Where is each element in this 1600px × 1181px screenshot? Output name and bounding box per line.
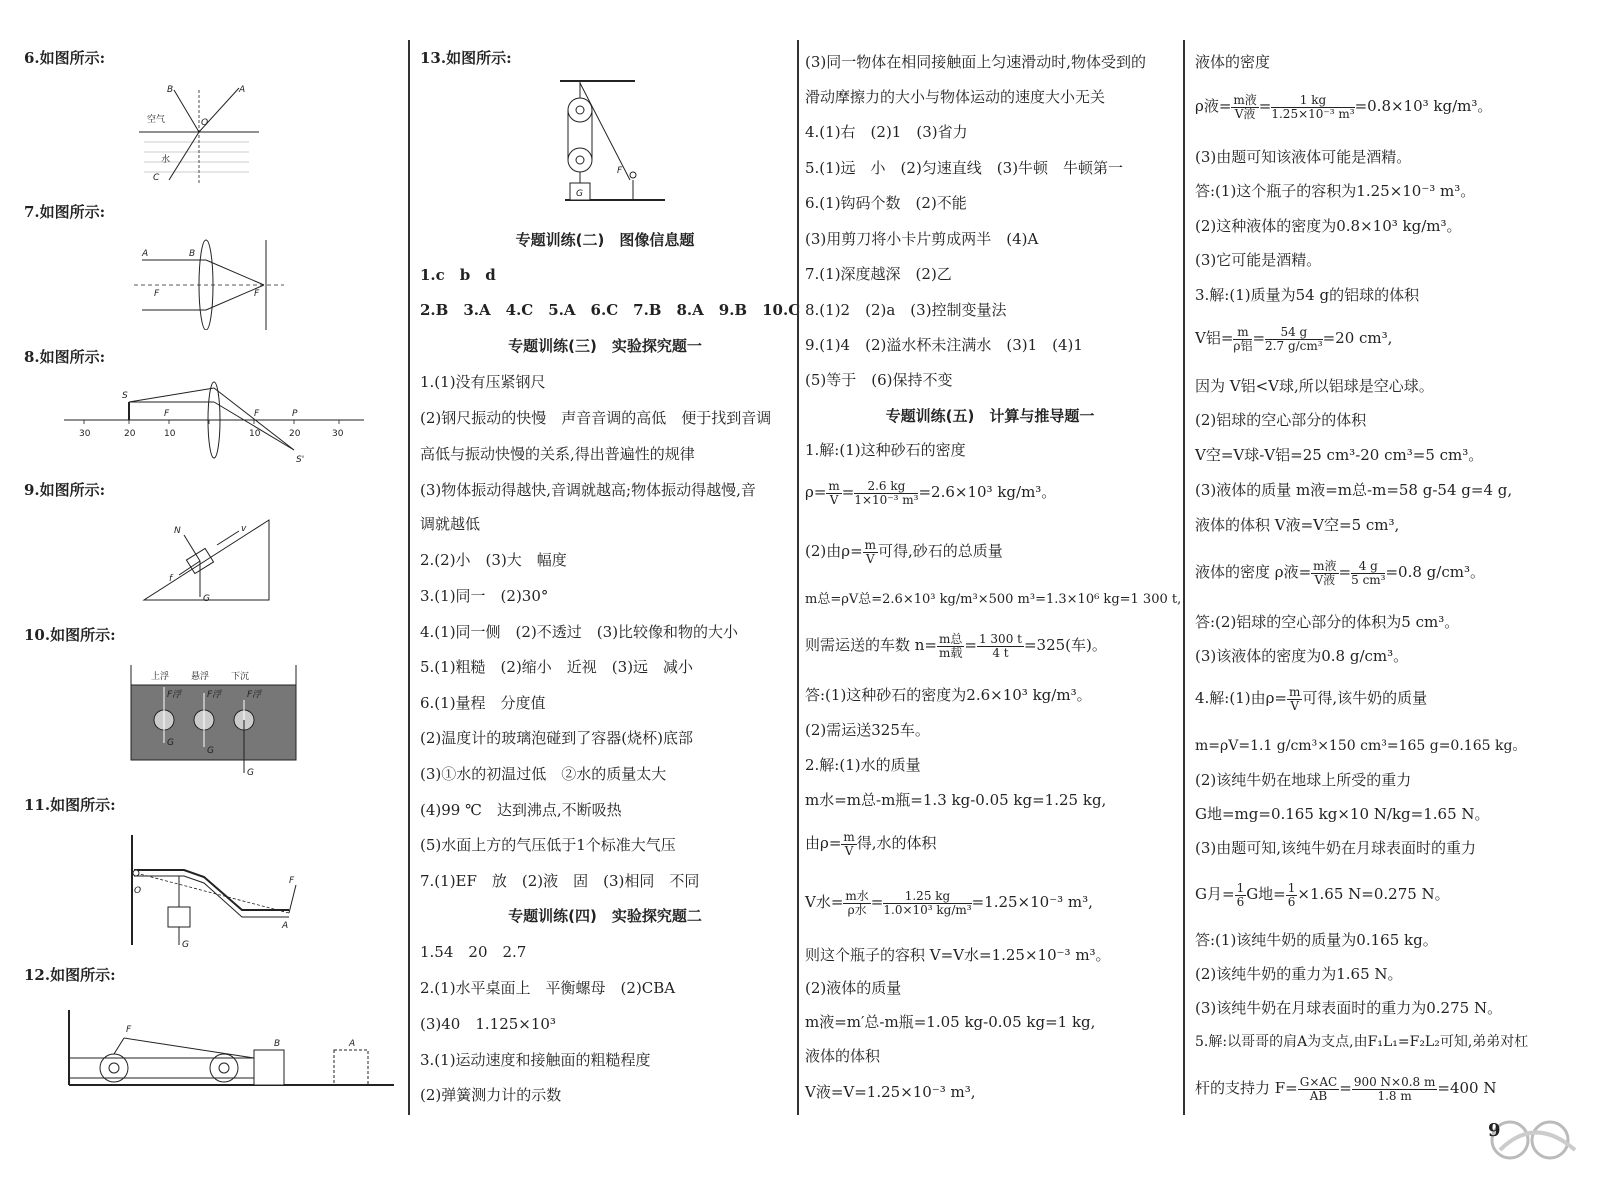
answer-line: (3)40 1.125×10³ [420, 1015, 556, 1033]
answer-line: (3)该纯牛奶在月球表面时的重力为0.275 N。 [1195, 999, 1503, 1017]
solution-line: (3)由题可知,该纯牛奶在月球表面时的重力 [1195, 839, 1477, 857]
fig10-label-float: 上浮 [151, 672, 170, 682]
answer-line: (2)该纯牛奶的重力为1.65 N。 [1195, 965, 1403, 983]
answer-line: 答:(1)这个瓶子的容积为1.25×10⁻³ m³。 [1195, 182, 1476, 200]
figure-lever [124, 835, 304, 955]
fig8-F2: F [254, 409, 260, 419]
q12-label: 12.如图所示: [24, 966, 116, 984]
solution-line: 1.解:(1)这种砂石的密度 [805, 441, 966, 459]
answer-line: 2.(1)水平桌面上 平衡螺母 (2)CBA [420, 979, 676, 997]
equation-liquid-mass: (3)液体的质量 m液=m总-m=58 g-54 g=4 g, [1195, 481, 1513, 499]
answer-line: 答:(1)这种砂石的密度为2.6×10³ kg/m³。 [805, 686, 1092, 704]
equation-support-force: 杆的支持力 F= $\frac{G\times AC}{AB}$ = $\frac{900 N\times 0.8 m}{1.8 m}$ =400 N [1195, 1074, 1497, 1103]
answer-line: 1.54 20 2.7 [420, 943, 527, 961]
answer-line: 6.(1)量程 分度值 [420, 694, 546, 712]
equation-earth-gravity: G地=mg=0.165 kg×10 N/kg=1.65 N。 [1195, 805, 1490, 823]
answer-line: 滑动摩擦力的大小与物体运动的速度大小无关 [805, 88, 1106, 106]
solution-line: (2)该纯牛奶在地球上所受的重力 [1195, 771, 1412, 789]
figure-pulley [555, 75, 675, 205]
fig10-G1: G [167, 738, 174, 748]
column-divider [1183, 40, 1185, 1115]
q6-label: 6.如图所示: [24, 49, 106, 67]
fig11-G: G [182, 940, 189, 950]
section-heading-5: 专题训练(五) 计算与推导题一 [885, 407, 1095, 425]
figure-refraction [139, 80, 259, 190]
equation-aluminum-volume: V铝= $\frac{m}{\text{ρ铝}}$ = $\frac{54 g}{\text{2.7 g/cm³}}$ =20 cm³, [1195, 324, 1393, 353]
answer-line: 9.(1)4 (2)溢水杯未注满水 (3)1 (4)1 [805, 336, 1083, 354]
answer-line: 7.(1)深度越深 (2)乙 [805, 265, 952, 283]
answer-line: (2)温度计的玻璃泡碰到了容器(烧杯)底部 [420, 729, 693, 747]
equation-density: ρ= $\frac{m}{V}$ = $\frac{2.6 kg}{\text{1×10⁻³ m³}}$ =2.6×10³ kg/m³。 [805, 478, 1057, 507]
answer-line: 4.(1)同一侧 (2)不透过 (3)比较像和物的大小 [420, 623, 739, 641]
fig7-A: A [142, 249, 149, 259]
q13-label: 13.如图所示: [420, 49, 512, 67]
fig8-tick-30b: 30 [332, 429, 344, 439]
solution-line: (2)液体的质量 [805, 979, 902, 997]
column-3 [805, 40, 1182, 1150]
fig8-S2: S' [296, 455, 305, 465]
answer-line: 1.c b d [420, 266, 496, 284]
fig10-G3: G [247, 768, 254, 778]
fig10-label-suspend: 悬浮 [191, 672, 210, 682]
q9-label: 9.如图所示: [24, 481, 106, 499]
equation-water-mass: m水=m总-m瓶=1.3 kg-0.05 kg=1.25 kg, [805, 791, 1107, 809]
answer-line: (5)等于 (6)保持不变 [805, 371, 953, 389]
equation-water-volume: V水= $\frac{\text{m水}}{\text{ρ水}}$ = $\frac{1.25 kg}{\text{1.0×10³ kg/m³}}$ =1.25×10⁻³ m³, [805, 888, 1093, 917]
column-4 [1195, 40, 1580, 1150]
answer-line: (2)弹簧测力计的示数 [420, 1086, 562, 1104]
fig7-F2: F [254, 289, 260, 299]
solution-line: 因为 V铝<V球,所以铝球是空心球。 [1195, 377, 1434, 395]
answer-line: (2)需运送325车。 [805, 721, 930, 739]
fig9-f: f [169, 574, 173, 584]
fig7-B: B [189, 249, 196, 259]
answer-line: 3.解:(1)质量为54 g的铝球的体积 [1195, 286, 1420, 304]
fig6-air: 空气 [147, 115, 166, 125]
equation-total-mass: m总=ρV总=2.6×10³ kg/m³×500 m³=1.3×10⁶ kg=1 300 t, [805, 592, 1182, 607]
fig10-G2: G [207, 746, 214, 756]
fig6-C: C [153, 173, 160, 183]
solution-line: 5.解:以哥哥的肩A为支点,由F₁L₁=F₂L₂可知,弟弟对杠 [1195, 1034, 1529, 1050]
answer-line: 3.(1)运动速度和接触面的粗糙程度 [420, 1051, 651, 1069]
q11-label: 11.如图所示: [24, 796, 116, 814]
fig10-label-sink: 下沉 [231, 672, 250, 682]
answer-line: 5.(1)粗糙 (2)缩小 近视 (3)远 减小 [420, 658, 694, 676]
fig6-O: O [201, 118, 209, 128]
answer-line: 8.(1)2 (2)a (3)控制变量法 [805, 301, 1007, 319]
fig11-A: A [282, 921, 289, 931]
fig8-tick-30: 30 [79, 429, 91, 439]
figure-lens-convex [134, 230, 294, 330]
fig13-G: G [576, 189, 583, 199]
q10-label: 10.如图所示: [24, 626, 116, 644]
answer-line: (3)它可能是酒精。 [1195, 251, 1322, 269]
solution-line: 由ρ= $\frac{m}{V}$ 得,水的体积 [805, 829, 937, 858]
equation-liquid-mass: m液=m′总-m瓶=1.05 kg-0.05 kg=1 kg, [805, 1013, 1096, 1031]
fig6-A: A [239, 85, 246, 95]
answer-line: 1.(1)没有压紧钢尺 [420, 373, 546, 391]
section-heading-2: 专题训练(二) 图像信息题 [515, 231, 695, 249]
answer-line: (2)这种液体的密度为0.8×10³ kg/m³。 [1195, 217, 1462, 235]
fig12-A: A [349, 1039, 356, 1049]
answer-line: (3)同一物体在相同接触面上匀速滑动时,物体受到的 [805, 53, 1147, 71]
section-heading-3: 专题训练(三) 实验探究题一 [508, 337, 702, 355]
answer-line: 答:(2)铝球的空心部分的体积为5 cm³。 [1195, 613, 1460, 631]
column-1 [24, 40, 399, 1150]
equation-trucks: 则需运送的车数 n= $\frac{\text{m总}}{\text{m载}}$ = $\frac{1 300 t}{4 t}$ =325(车)。 [805, 631, 1107, 660]
q7-label: 7.如图所示: [24, 203, 106, 221]
equation-liquid-density: ρ液= $\frac{\text{m液}}{\text{V液}}$ = $\frac{1 kg}{\text{1.25×10⁻³ m³}}$ =0.8×10³ kg/m³。 [1195, 92, 1493, 121]
fig11-F: F [289, 876, 295, 886]
solution-line: 液体的体积 [805, 1047, 881, 1065]
fig10-F2: F浮 [207, 690, 222, 700]
fig8-tick-20b: 20 [289, 429, 301, 439]
fig8-tick-10b: 10 [249, 429, 261, 439]
solution-line: 则这个瓶子的容积 V=V水=1.25×10⁻³ m³。 [805, 946, 1111, 964]
answer-line: (5)水面上方的气压低于1个标准大气压 [420, 836, 676, 854]
section-heading-4: 专题训练(四) 实验探究题二 [508, 907, 702, 925]
fig9-G: G [203, 594, 210, 604]
answer-line: 3.(1)同一 (2)30° [420, 587, 549, 605]
solution-line: 液体的密度 [1195, 53, 1271, 71]
answer-line: (4)99 ℃ 达到沸点,不断吸热 [420, 801, 622, 819]
fig10-F1: F浮 [167, 690, 182, 700]
column-divider [797, 40, 799, 1115]
figure-buoyancy [129, 665, 304, 780]
answer-line: 6.(1)钩码个数 (2)不能 [805, 194, 967, 212]
fig11-O: O [134, 886, 142, 896]
answer-line: (3)物体振动得越快,音调就越高;物体振动得越慢,音 [420, 481, 756, 499]
answer-line: 2.B 3.A 4.C 5.A 6.C 7.B 8.A 9.B 10.C [420, 301, 801, 319]
answer-line: 调就越低 [420, 515, 481, 533]
equation-moon-gravity: G月= $\frac{1}{6}$ G地= $\frac{1}{6}$ ×1.65 N=0.275 N。 [1195, 880, 1450, 909]
fig12-F: F [126, 1025, 132, 1035]
fig6-B: B [167, 85, 174, 95]
fig8-F: F [164, 409, 170, 419]
solution-line: (2)铝球的空心部分的体积 [1195, 411, 1367, 429]
answer-line: 4.(1)右 (2)1 (3)省力 [805, 123, 968, 141]
figure-lens-imaging [64, 380, 364, 470]
solution-line: 4.解:(1)由ρ= $\frac{m}{V}$ 可得,该牛奶的质量 [1195, 684, 1428, 713]
equation-liquid-density: 液体的密度 ρ液= $\frac{\text{m液}}{\text{V液}}$ = $\frac{4 g}{\text{5 cm³}}$ =0.8 g/cm³。 [1195, 558, 1485, 587]
fig8-P: P [292, 409, 298, 419]
answer-line: (2)钢尺振动的快慢 声音音调的高低 便于找到音调 [420, 409, 772, 427]
fig6-water: 水 [161, 155, 171, 165]
answer-line: 7.(1)EF 放 (2)液 固 (3)相同 不同 [420, 872, 700, 890]
answer-line: 答:(1)该纯牛奶的质量为0.165 kg。 [1195, 931, 1438, 949]
equation-liquid-volume: 液体的体积 V液=V空=5 cm³, [1195, 516, 1400, 534]
solution-line: (2)由ρ= $\frac{m}{V}$ 可得,砂石的总质量 [805, 537, 1003, 566]
column-2 [420, 40, 801, 1150]
equation-hollow-volume: V空=V球-V铝=25 cm³-20 cm³=5 cm³。 [1195, 446, 1484, 464]
answer-line: (3)①水的初温过低 ②水的质量太大 [420, 765, 667, 783]
answer-line: 5.(1)远 小 (2)匀速直线 (3)牛顿 牛顿第一 [805, 159, 1124, 177]
fig8-tick-10: 10 [164, 429, 176, 439]
fig8-tick-20: 20 [124, 429, 136, 439]
answer-line: 高低与振动快慢的关系,得出普遍性的规律 [420, 445, 695, 463]
solution-line: 2.解:(1)水的质量 [805, 756, 921, 774]
answer-line: (3)由题可知该液体可能是酒精。 [1195, 148, 1412, 166]
fig13-F: F [617, 166, 623, 176]
page-number: 9 [1488, 1120, 1501, 1141]
answer-line: (3)用剪刀将小卡片剪成两半 (4)A [805, 230, 1039, 248]
column-divider [408, 40, 410, 1115]
fig9-v: v [241, 524, 247, 534]
fig8-S: S [122, 391, 128, 401]
fig9-N: N [174, 526, 181, 536]
fig10-F3: F浮 [247, 690, 262, 700]
q8-label: 8.如图所示: [24, 348, 106, 366]
answer-line: 2.(2)小 (3)大 幅度 [420, 551, 567, 569]
answer-line: (3)该液体的密度为0.8 g/cm³。 [1195, 647, 1409, 665]
fig12-B: B [274, 1039, 281, 1049]
equation-milk-mass: m=ρV=1.1 g/cm³×150 cm³=165 g=0.165 kg。 [1195, 738, 1527, 754]
figure-pulley-system [64, 1000, 394, 1090]
fig7-F: F [154, 289, 160, 299]
equation-liquid-volume: V液=V=1.25×10⁻³ m³, [805, 1083, 976, 1101]
figure-incline [139, 515, 279, 605]
